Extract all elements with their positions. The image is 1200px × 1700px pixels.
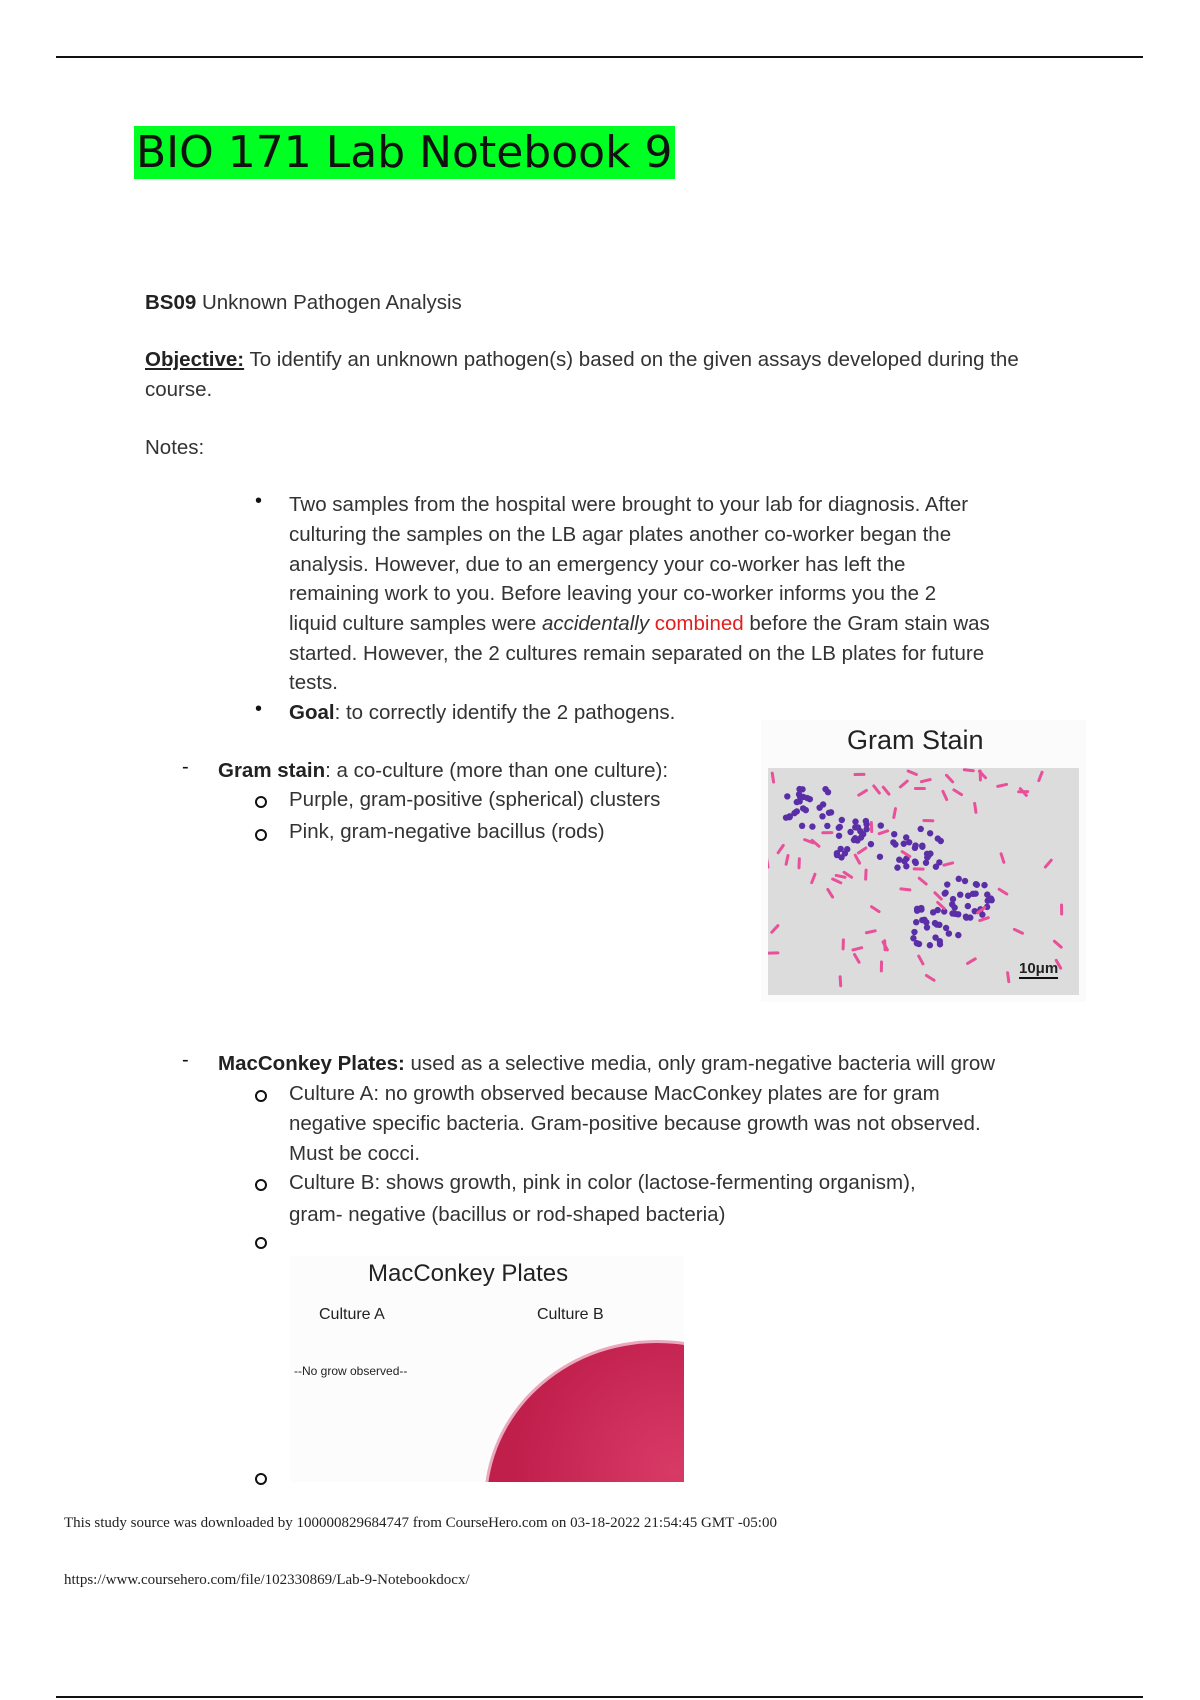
coccus-mark [956,876,962,882]
circle-bullet-icon [255,1473,267,1485]
bacillus-mark [894,809,896,818]
goal-line [289,698,675,728]
goal-label: Goal [289,701,335,724]
bacillus-mark [975,803,976,812]
bottom-rule [56,1696,1143,1698]
coccus-mark [784,793,790,799]
bacillus-mark [866,931,875,933]
coccus-mark [853,824,859,830]
coccus-mark [949,910,955,916]
coccus-mark [822,786,828,792]
circle-bullet-icon [255,796,267,808]
note-line [289,609,990,639]
coccus-mark [932,934,938,940]
gram-stain-label: Gram stain [218,759,326,782]
note-line: tests. [289,671,338,694]
bullet-icon: • [255,490,263,512]
coccus-mark [803,807,809,813]
coccus-mark [807,796,813,802]
coccus-mark [819,813,825,819]
coccus-mark [868,841,874,847]
coccus-mark [936,922,942,928]
coccus-mark [944,881,950,887]
culture-b-line: Culture B: shows growth, pink in color (lactose-fermenting organism), [289,1171,916,1194]
coccus-mark [820,801,826,807]
gram-stain-figure [761,720,1086,1002]
objective-line [145,345,1019,375]
coccus-mark [936,859,942,865]
note-line: Two samples from the hospital were brought to your lab for diagnosis. After [289,493,969,516]
experiment-code: BS09 [145,291,197,314]
culture-b-plate [476,1336,684,1482]
macconkey-text: used as a selective media, only gram-negative bacteria will grow [404,1052,996,1075]
coccus-mark [894,864,900,870]
coccus-mark [913,860,919,866]
coccus-mark [809,823,815,829]
gram-stain-figure-title: Gram Stain [847,725,984,755]
coccus-mark [891,831,897,837]
coccus-mark [786,813,792,819]
bacillus-mark [1008,973,1009,982]
coccus-mark [913,919,919,925]
note-red: combined [649,612,744,635]
macconkey-label: MacConkey Plates: [218,1052,405,1075]
coccus-mark [890,839,896,845]
coccus-mark [970,891,976,897]
experiment-name: Unknown Pathogen Analysis [196,291,462,314]
coccus-mark [927,830,933,836]
coccus-mark [911,929,917,935]
coccus-mark [925,853,931,859]
note-line: culturing the samples on the LB agar plates another co-worker began the [289,523,952,546]
note-italic: accidentally [541,612,650,635]
coccus-mark [918,826,924,832]
coccus-mark [837,824,843,830]
goal-text: : to correctly identify the 2 pathogens. [334,701,676,724]
culture-a-line: negative specific bacteria. Gram-positive because growth was not observed. [289,1112,981,1135]
subtitle [145,288,462,318]
coccus-mark [930,909,936,915]
source-url[interactable]: https://www.coursehero.com/file/102330869/Lab-9-Notebookdocx/ [64,1572,470,1588]
coccus-mark [974,882,980,888]
coccus-mark [839,817,845,823]
coccus-mark [860,831,866,837]
coccus-mark [828,809,834,815]
coccus-mark [794,808,800,814]
coccus-mark [906,839,912,845]
top-rule [56,56,1143,58]
bacillus-mark [840,977,841,986]
coccus-mark [919,844,925,850]
coccus-mark [901,858,907,864]
bacillus-mark [998,784,1007,786]
gram-stain-item: Pink, gram-negative bacillus (rods) [289,820,605,843]
coccus-mark [942,890,948,896]
coccus-mark [962,878,968,884]
no-growth-label: --No grow observed-- [294,1364,408,1378]
circle-bullet-icon [255,1090,267,1102]
note-text: liquid culture samples were [289,612,542,635]
macconkey-figure-title: MacConkey Plates [368,1260,569,1287]
dash-icon: - [182,1049,189,1071]
bacillus-mark [964,770,973,771]
culture-a-line: Must be cocci. [289,1142,421,1165]
note-text: before the Gram stain was [743,612,990,635]
circle-bullet-icon [255,829,267,841]
coccus-mark [957,891,963,897]
culture-a-line: Culture A: no growth observed because MacConkey plates are for gram [289,1082,940,1105]
coccus-mark [914,908,920,914]
bacillus-mark [921,780,930,782]
page-title: BIO 171 Lab Notebook 9 [136,127,673,178]
coccus-mark [799,823,805,829]
coccus-mark [834,852,840,858]
coccus-mark [943,925,949,931]
gram-stain-item: Purple, gram-positive (spherical) clusters [289,788,661,811]
coccus-mark [937,941,943,947]
circle-bullet-icon [255,1237,267,1249]
coccus-mark [923,860,929,866]
agar-plate [484,1340,684,1482]
coccus-mark [963,914,969,920]
coccus-mark [851,837,857,843]
coccus-mark [877,854,883,860]
coccus-mark [836,833,842,839]
coccus-mark [824,823,830,829]
notes-label: Notes: [145,436,205,459]
bacillus-mark [901,889,910,890]
coccus-mark [935,835,941,841]
coccus-mark [916,941,922,947]
scale-bar: 10μm [1019,960,1059,977]
coccus-mark [796,798,802,804]
gram-stain-line [218,756,668,786]
coccus-mark [981,882,987,888]
gram-stain-text: : a co-culture (more than one culture): [325,759,669,782]
macconkey-line [218,1049,995,1079]
bullet-icon: • [255,698,263,720]
note-line: remaining work to you. Before leaving your co-worker informs you the 2 [289,582,937,605]
coccus-mark [946,930,952,936]
objective-text-2: course. [145,378,213,401]
coccus-mark [796,791,802,797]
bacillus-mark [786,855,788,864]
coccus-mark [927,942,933,948]
coccus-mark [842,850,848,856]
download-notice: This study source was downloaded by 100000829684747 from CourseHero.com on 03-18-2022 21:54:45 GMT -05:00 [64,1515,777,1531]
coccus-mark [955,932,961,938]
coccus-mark [901,841,907,847]
coccus-mark [951,904,957,910]
note-line: started. However, the 2 cultures remain separated on the LB plates for future [289,642,985,665]
objective-label: Objective: [145,348,245,371]
coccus-mark [878,822,884,828]
objective-text: To identify an unknown pathogen(s) based on the given assays developed during the [244,348,1019,371]
coccus-mark [847,829,853,835]
circle-bullet-icon [255,1179,267,1191]
coccus-mark [912,842,918,848]
bacillus-mark [772,773,773,782]
coccus-mark [852,818,858,824]
culture-b-label: Culture B [537,1306,604,1323]
culture-a-label: Culture A [319,1306,385,1323]
coccus-mark [955,911,961,917]
macconkey-figure [290,1256,684,1482]
coccus-mark [985,898,991,904]
dash-icon: - [182,756,189,778]
note-line: analysis. However, due to an emergency your co-worker has left the [289,553,906,576]
culture-b-line: gram- negative (bacillus or rod-shaped bacteria) [289,1203,726,1226]
coccus-mark [919,917,925,923]
coccus-mark [965,903,971,909]
bacillus-mark [836,875,845,877]
